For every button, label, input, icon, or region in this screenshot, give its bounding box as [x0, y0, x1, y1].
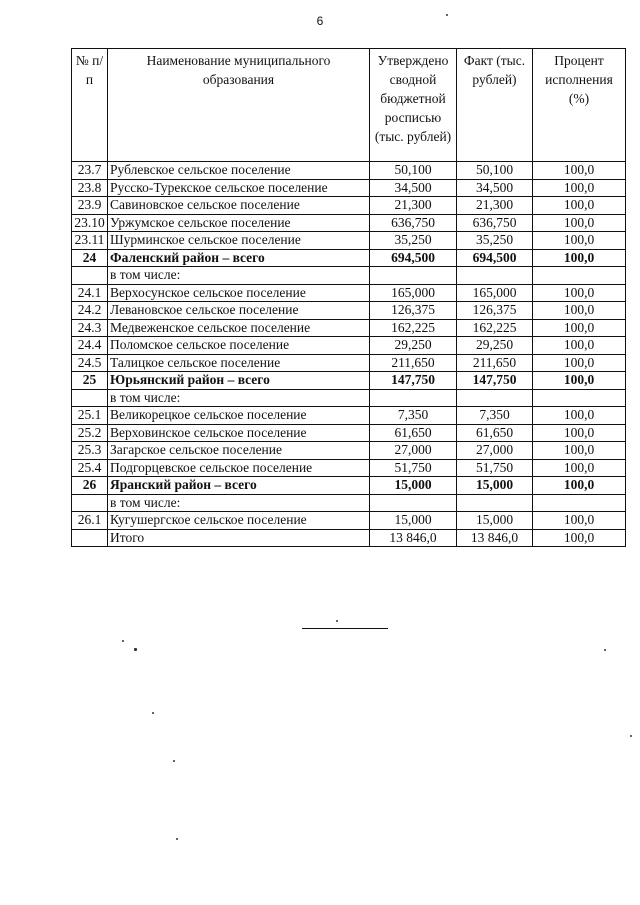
- row-municipality-name: Русско-Турекское сельское поселение: [108, 179, 370, 197]
- scan-speck: [122, 640, 124, 642]
- row-fact-amount: 34,500: [457, 179, 533, 197]
- row-approved-amount: 126,375: [370, 302, 457, 320]
- row-fact-amount: 636,750: [457, 214, 533, 232]
- table-row: [72, 179, 626, 197]
- table-row: [72, 249, 626, 267]
- table-row: [72, 424, 626, 442]
- row-number: 23.9: [72, 197, 108, 215]
- row-number: 24.1: [72, 284, 108, 302]
- header-approved: Утверждено сводной бюджетной росписью (тыс. рублей): [370, 49, 457, 162]
- row-number: 25: [72, 372, 108, 390]
- row-fact-amount: 15,000: [457, 512, 533, 530]
- row-number: 25.1: [72, 407, 108, 425]
- table-row: [72, 354, 626, 372]
- row-municipality-name: в том числе:: [108, 267, 370, 285]
- row-execution-percent: [533, 494, 626, 512]
- row-execution-percent: 100,0: [533, 232, 626, 250]
- row-fact-amount: 35,250: [457, 232, 533, 250]
- row-fact-amount: 21,300: [457, 197, 533, 215]
- row-execution-percent: 100,0: [533, 529, 626, 547]
- row-municipality-name: Уржумское сельское поселение: [108, 214, 370, 232]
- row-execution-percent: 100,0: [533, 442, 626, 460]
- row-municipality-name: Левановское сельское поселение: [108, 302, 370, 320]
- table-row: [72, 459, 626, 477]
- row-number: [72, 267, 108, 285]
- scan-speck: [134, 648, 137, 651]
- row-fact-amount: [457, 267, 533, 285]
- row-execution-percent: 100,0: [533, 249, 626, 267]
- row-approved-amount: 29,250: [370, 337, 457, 355]
- row-execution-percent: 100,0: [533, 302, 626, 320]
- table-row: [72, 302, 626, 320]
- row-number: 24.2: [72, 302, 108, 320]
- row-fact-amount: 162,225: [457, 319, 533, 337]
- row-approved-amount: 147,750: [370, 372, 457, 390]
- row-execution-percent: [533, 267, 626, 285]
- row-municipality-name: Подгорцевское сельское поселение: [108, 459, 370, 477]
- row-number: 23.8: [72, 179, 108, 197]
- table-row: [72, 494, 626, 512]
- row-number: 24: [72, 249, 108, 267]
- table-row: [72, 197, 626, 215]
- row-number: [72, 529, 108, 547]
- row-municipality-name: Яранский район – всего: [108, 477, 370, 495]
- row-fact-amount: 61,650: [457, 424, 533, 442]
- scan-speck: [152, 712, 154, 714]
- closing-separator-line: [302, 628, 388, 629]
- row-execution-percent: 100,0: [533, 319, 626, 337]
- row-number: 23.7: [72, 162, 108, 180]
- row-municipality-name: в том числе:: [108, 389, 370, 407]
- row-municipality-name: Поломское сельское поселение: [108, 337, 370, 355]
- row-number: 25.3: [72, 442, 108, 460]
- row-municipality-name: Медвеженское сельское поселение: [108, 319, 370, 337]
- row-execution-percent: 100,0: [533, 354, 626, 372]
- table-body: [72, 162, 626, 547]
- row-approved-amount: 27,000: [370, 442, 457, 460]
- row-number: [72, 494, 108, 512]
- row-execution-percent: 100,0: [533, 512, 626, 530]
- header-num: № п/п: [72, 49, 108, 162]
- row-approved-amount: [370, 389, 457, 407]
- row-approved-amount: [370, 494, 457, 512]
- header-fact: Факт (тыс. рублей): [457, 49, 533, 162]
- row-approved-amount: 34,500: [370, 179, 457, 197]
- row-execution-percent: 100,0: [533, 197, 626, 215]
- row-number: 25.4: [72, 459, 108, 477]
- row-municipality-name: Талицкое сельское поселение: [108, 354, 370, 372]
- row-execution-percent: 100,0: [533, 407, 626, 425]
- scan-speck: [604, 649, 606, 651]
- row-municipality-name: Загарское сельское поселение: [108, 442, 370, 460]
- row-execution-percent: 100,0: [533, 284, 626, 302]
- row-number: 24.3: [72, 319, 108, 337]
- row-approved-amount: 162,225: [370, 319, 457, 337]
- row-number: 23.10: [72, 214, 108, 232]
- header-percent: Процент исполнения (%): [533, 49, 626, 162]
- table-header-row: [72, 49, 626, 162]
- row-fact-amount: 29,250: [457, 337, 533, 355]
- table-row: [72, 529, 626, 547]
- row-municipality-name: Великорецкое сельское поселение: [108, 407, 370, 425]
- row-execution-percent: 100,0: [533, 214, 626, 232]
- row-execution-percent: 100,0: [533, 179, 626, 197]
- row-number: 23.11: [72, 232, 108, 250]
- row-fact-amount: [457, 494, 533, 512]
- row-approved-amount: 51,750: [370, 459, 457, 477]
- row-fact-amount: 126,375: [457, 302, 533, 320]
- row-municipality-name: Кугушергское сельское поселение: [108, 512, 370, 530]
- row-fact-amount: 165,000: [457, 284, 533, 302]
- budget-execution-table: [71, 48, 626, 547]
- page-number: 6: [316, 14, 324, 28]
- row-execution-percent: 100,0: [533, 162, 626, 180]
- row-approved-amount: 165,000: [370, 284, 457, 302]
- row-number: 24.5: [72, 354, 108, 372]
- table-row: [72, 442, 626, 460]
- row-approved-amount: 61,650: [370, 424, 457, 442]
- row-number: 26.1: [72, 512, 108, 530]
- row-municipality-name: Рублевское сельское поселение: [108, 162, 370, 180]
- row-approved-amount: 7,350: [370, 407, 457, 425]
- row-fact-amount: 27,000: [457, 442, 533, 460]
- row-approved-amount: 13 846,0: [370, 529, 457, 547]
- row-approved-amount: 694,500: [370, 249, 457, 267]
- row-approved-amount: 35,250: [370, 232, 457, 250]
- row-number: 24.4: [72, 337, 108, 355]
- table-row: [72, 477, 626, 495]
- table-row: [72, 407, 626, 425]
- row-approved-amount: [370, 267, 457, 285]
- row-execution-percent: [533, 389, 626, 407]
- row-fact-amount: 50,100: [457, 162, 533, 180]
- row-fact-amount: 13 846,0: [457, 529, 533, 547]
- row-fact-amount: 51,750: [457, 459, 533, 477]
- row-municipality-name: Фаленский район – всего: [108, 249, 370, 267]
- row-fact-amount: 694,500: [457, 249, 533, 267]
- row-number: 25.2: [72, 424, 108, 442]
- table-row: [72, 214, 626, 232]
- table-row: [72, 284, 626, 302]
- row-fact-amount: [457, 389, 533, 407]
- table-row: [72, 162, 626, 180]
- table-row: [72, 232, 626, 250]
- row-execution-percent: 100,0: [533, 337, 626, 355]
- row-approved-amount: 211,650: [370, 354, 457, 372]
- row-execution-percent: 100,0: [533, 477, 626, 495]
- scan-speck: [336, 620, 338, 622]
- row-approved-amount: 21,300: [370, 197, 457, 215]
- row-fact-amount: 7,350: [457, 407, 533, 425]
- row-municipality-name: Шурминское сельское поселение: [108, 232, 370, 250]
- row-number: [72, 389, 108, 407]
- row-municipality-name: Савиновское сельское поселение: [108, 197, 370, 215]
- table-row: [72, 372, 626, 390]
- row-execution-percent: 100,0: [533, 372, 626, 390]
- row-municipality-name: Юрьянский район – всего: [108, 372, 370, 390]
- header-name: Наименование муниципального образования: [108, 49, 370, 162]
- row-fact-amount: 15,000: [457, 477, 533, 495]
- scan-speck: [630, 735, 632, 737]
- row-approved-amount: 636,750: [370, 214, 457, 232]
- table-row: [72, 337, 626, 355]
- row-municipality-name: Верхосунское сельское поселение: [108, 284, 370, 302]
- table-row: [72, 512, 626, 530]
- scan-speck: [446, 14, 448, 16]
- row-approved-amount: 15,000: [370, 477, 457, 495]
- row-approved-amount: 15,000: [370, 512, 457, 530]
- row-execution-percent: 100,0: [533, 424, 626, 442]
- row-number: 26: [72, 477, 108, 495]
- row-fact-amount: 147,750: [457, 372, 533, 390]
- row-municipality-name: в том числе:: [108, 494, 370, 512]
- scan-speck: [176, 838, 178, 840]
- table-row: [72, 389, 626, 407]
- row-municipality-name: Итого: [108, 529, 370, 547]
- row-approved-amount: 50,100: [370, 162, 457, 180]
- row-fact-amount: 211,650: [457, 354, 533, 372]
- scan-speck: [173, 760, 175, 762]
- table-row: [72, 319, 626, 337]
- table-row: [72, 267, 626, 285]
- row-execution-percent: 100,0: [533, 459, 626, 477]
- row-municipality-name: Верховинское сельское поселение: [108, 424, 370, 442]
